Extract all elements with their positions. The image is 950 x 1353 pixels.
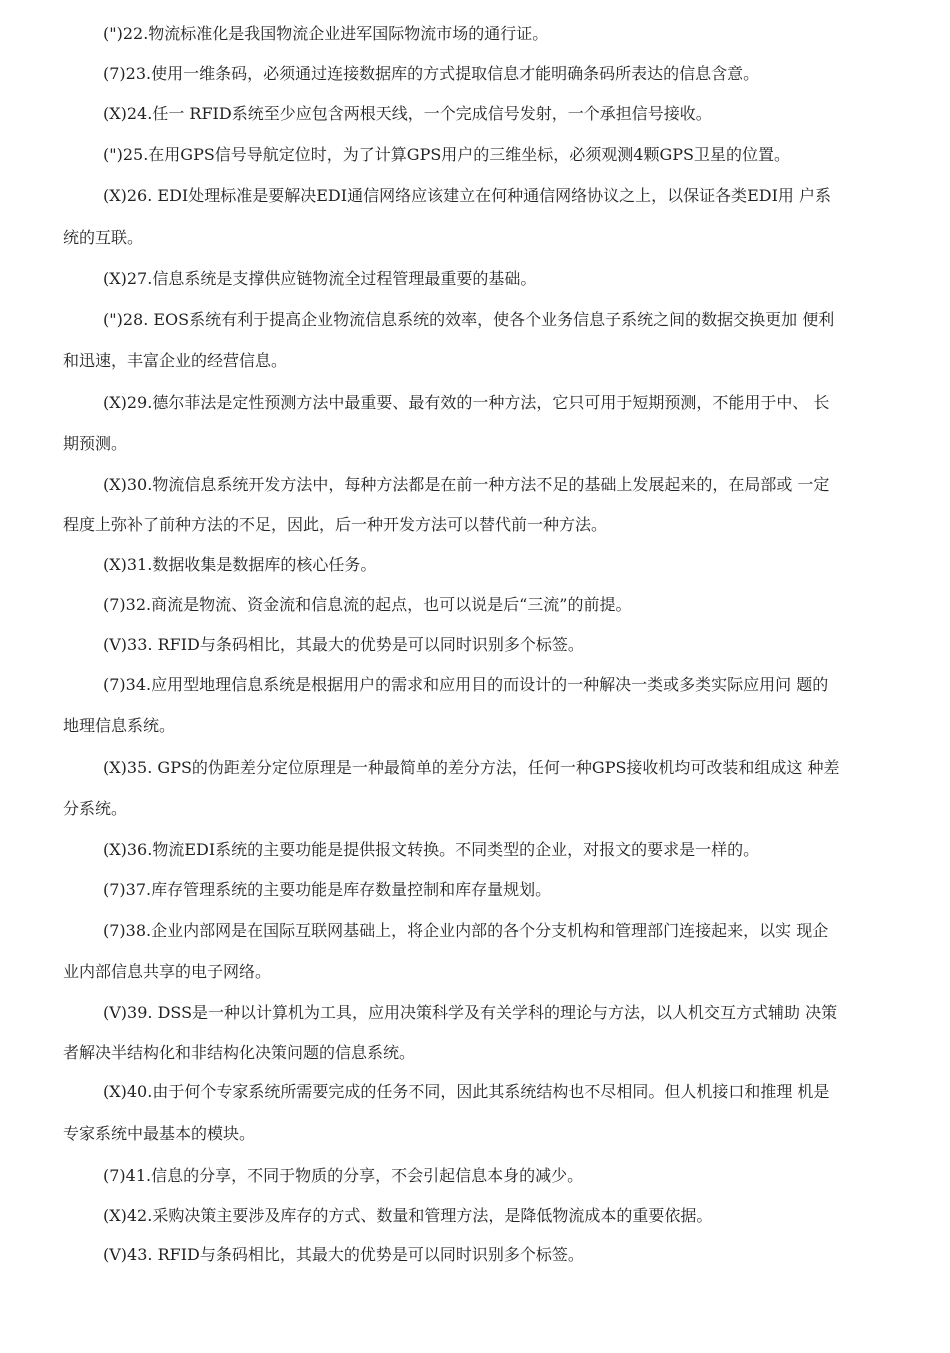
item-27-line: (X)27.信息系统是支撑供应链物流全过程管理最重要的基础。 [103, 269, 537, 288]
item-31-line: (X)31.数据收集是数据库的核心任务。 [103, 555, 377, 574]
item-30-continuation: 程度上弥补了前种方法的不足，因此，后一种开发方法可以替代前一种方法。 [63, 515, 608, 534]
item-29-continuation: 期预测。 [63, 434, 128, 453]
item-26-line: (X)26. EDI处理标准是要解决EDI通信网络应该建立在何种通信网络协议之上，以保证各类EDI用 户系 [103, 186, 831, 205]
item-40-line: (X)40.由于何个专家系统所需要完成的任务不同，因此其系统结构也不尽相同。但人机接口和推理 机是 [103, 1082, 830, 1101]
item-25-line: (")25.在用GPS信号导航定位时，为了计算GPS用户的三维坐标，必须观测4颗GPS卫星的位置。 [103, 145, 790, 164]
item-24-line: (X)24.任一 RFID系统至少应包含两根天线，一个完成信号发射，一个承担信号接收。 [103, 104, 712, 123]
item-28-continuation: 和迅速，丰富企业的经营信息。 [63, 351, 288, 370]
item-34-line: (7)34.应用型地理信息系统是根据用户的需求和应用目的而设计的一种解决一类或多类实际应用问 题的 [103, 675, 829, 694]
item-34-continuation: 地理信息系统。 [63, 716, 176, 735]
item-32-line: (7)32.商流是物流、资金流和信息流的起点，也可以说是后“三流”的前提。 [103, 595, 632, 614]
item-30-line: (X)30.物流信息系统开发方法中，每种方法都是在前一种方法不足的基础上发展起来的，在局部或 一定 [103, 475, 830, 494]
item-29-line: (X)29.德尔菲法是定性预测方法中最重要、最有效的一种方法，它只可用于短期预测，不能用于中、 长 [103, 393, 830, 412]
item-33-line: (V)33. RFID与条码相比，其最大的优势是可以同时识别多个标签。 [103, 635, 584, 654]
item-28-line: (")28. EOS系统有利于提高企业物流信息系统的效率，使各个业务信息子系统之间的数据交换更加 便利 [103, 310, 835, 329]
item-26-continuation: 统的互联。 [63, 228, 144, 247]
item-39-continuation: 者解决半结构化和非结构化决策问题的信息系统。 [63, 1043, 416, 1062]
item-35-line: (X)35. GPS的伪距差分定位原理是一种最简单的差分方法，任何一种GPS接收机均可改装和组成这 种差 [103, 758, 840, 777]
item-35-continuation: 分系统。 [63, 799, 128, 818]
item-42-line: (X)42.采购决策主要涉及库存的方式、数量和管理方法，是降低物流成本的重要依据。 [103, 1206, 713, 1225]
item-40-continuation: 专家系统中最基本的模块。 [63, 1124, 256, 1143]
item-36-line: (X)36.物流EDI系统的主要功能是提供报文转换。不同类型的企业，对报文的要求是一样的。 [103, 840, 760, 859]
item-37-line: (7)37.库存管理系统的主要功能是库存数量控制和库存量规划。 [103, 880, 552, 899]
item-38-line: (7)38.企业内部网是在国际互联网基础上，将企业内部的各个分支机构和管理部门连接起来，以实 现企 [103, 921, 829, 940]
item-38-continuation: 业内部信息共享的电子网络。 [63, 962, 272, 981]
item-39-line: (V)39. DSS是一种以计算机为工具，应用决策科学及有关学科的理论与方法，以人机交互方式辅助 决策 [103, 1003, 838, 1022]
item-23-line: (7)23.使用一维条码，必须通过连接数据库的方式提取信息才能明确条码所表达的信息含意。 [103, 64, 760, 83]
item-22-line: (")22.物流标准化是我国物流企业进军国际物流市场的通行证。 [103, 24, 549, 43]
item-43-line: (V)43. RFID与条码相比，其最大的优势是可以同时识别多个标签。 [103, 1245, 584, 1264]
item-41-line: (7)41.信息的分享，不同于物质的分享，不会引起信息本身的减少。 [103, 1166, 584, 1185]
